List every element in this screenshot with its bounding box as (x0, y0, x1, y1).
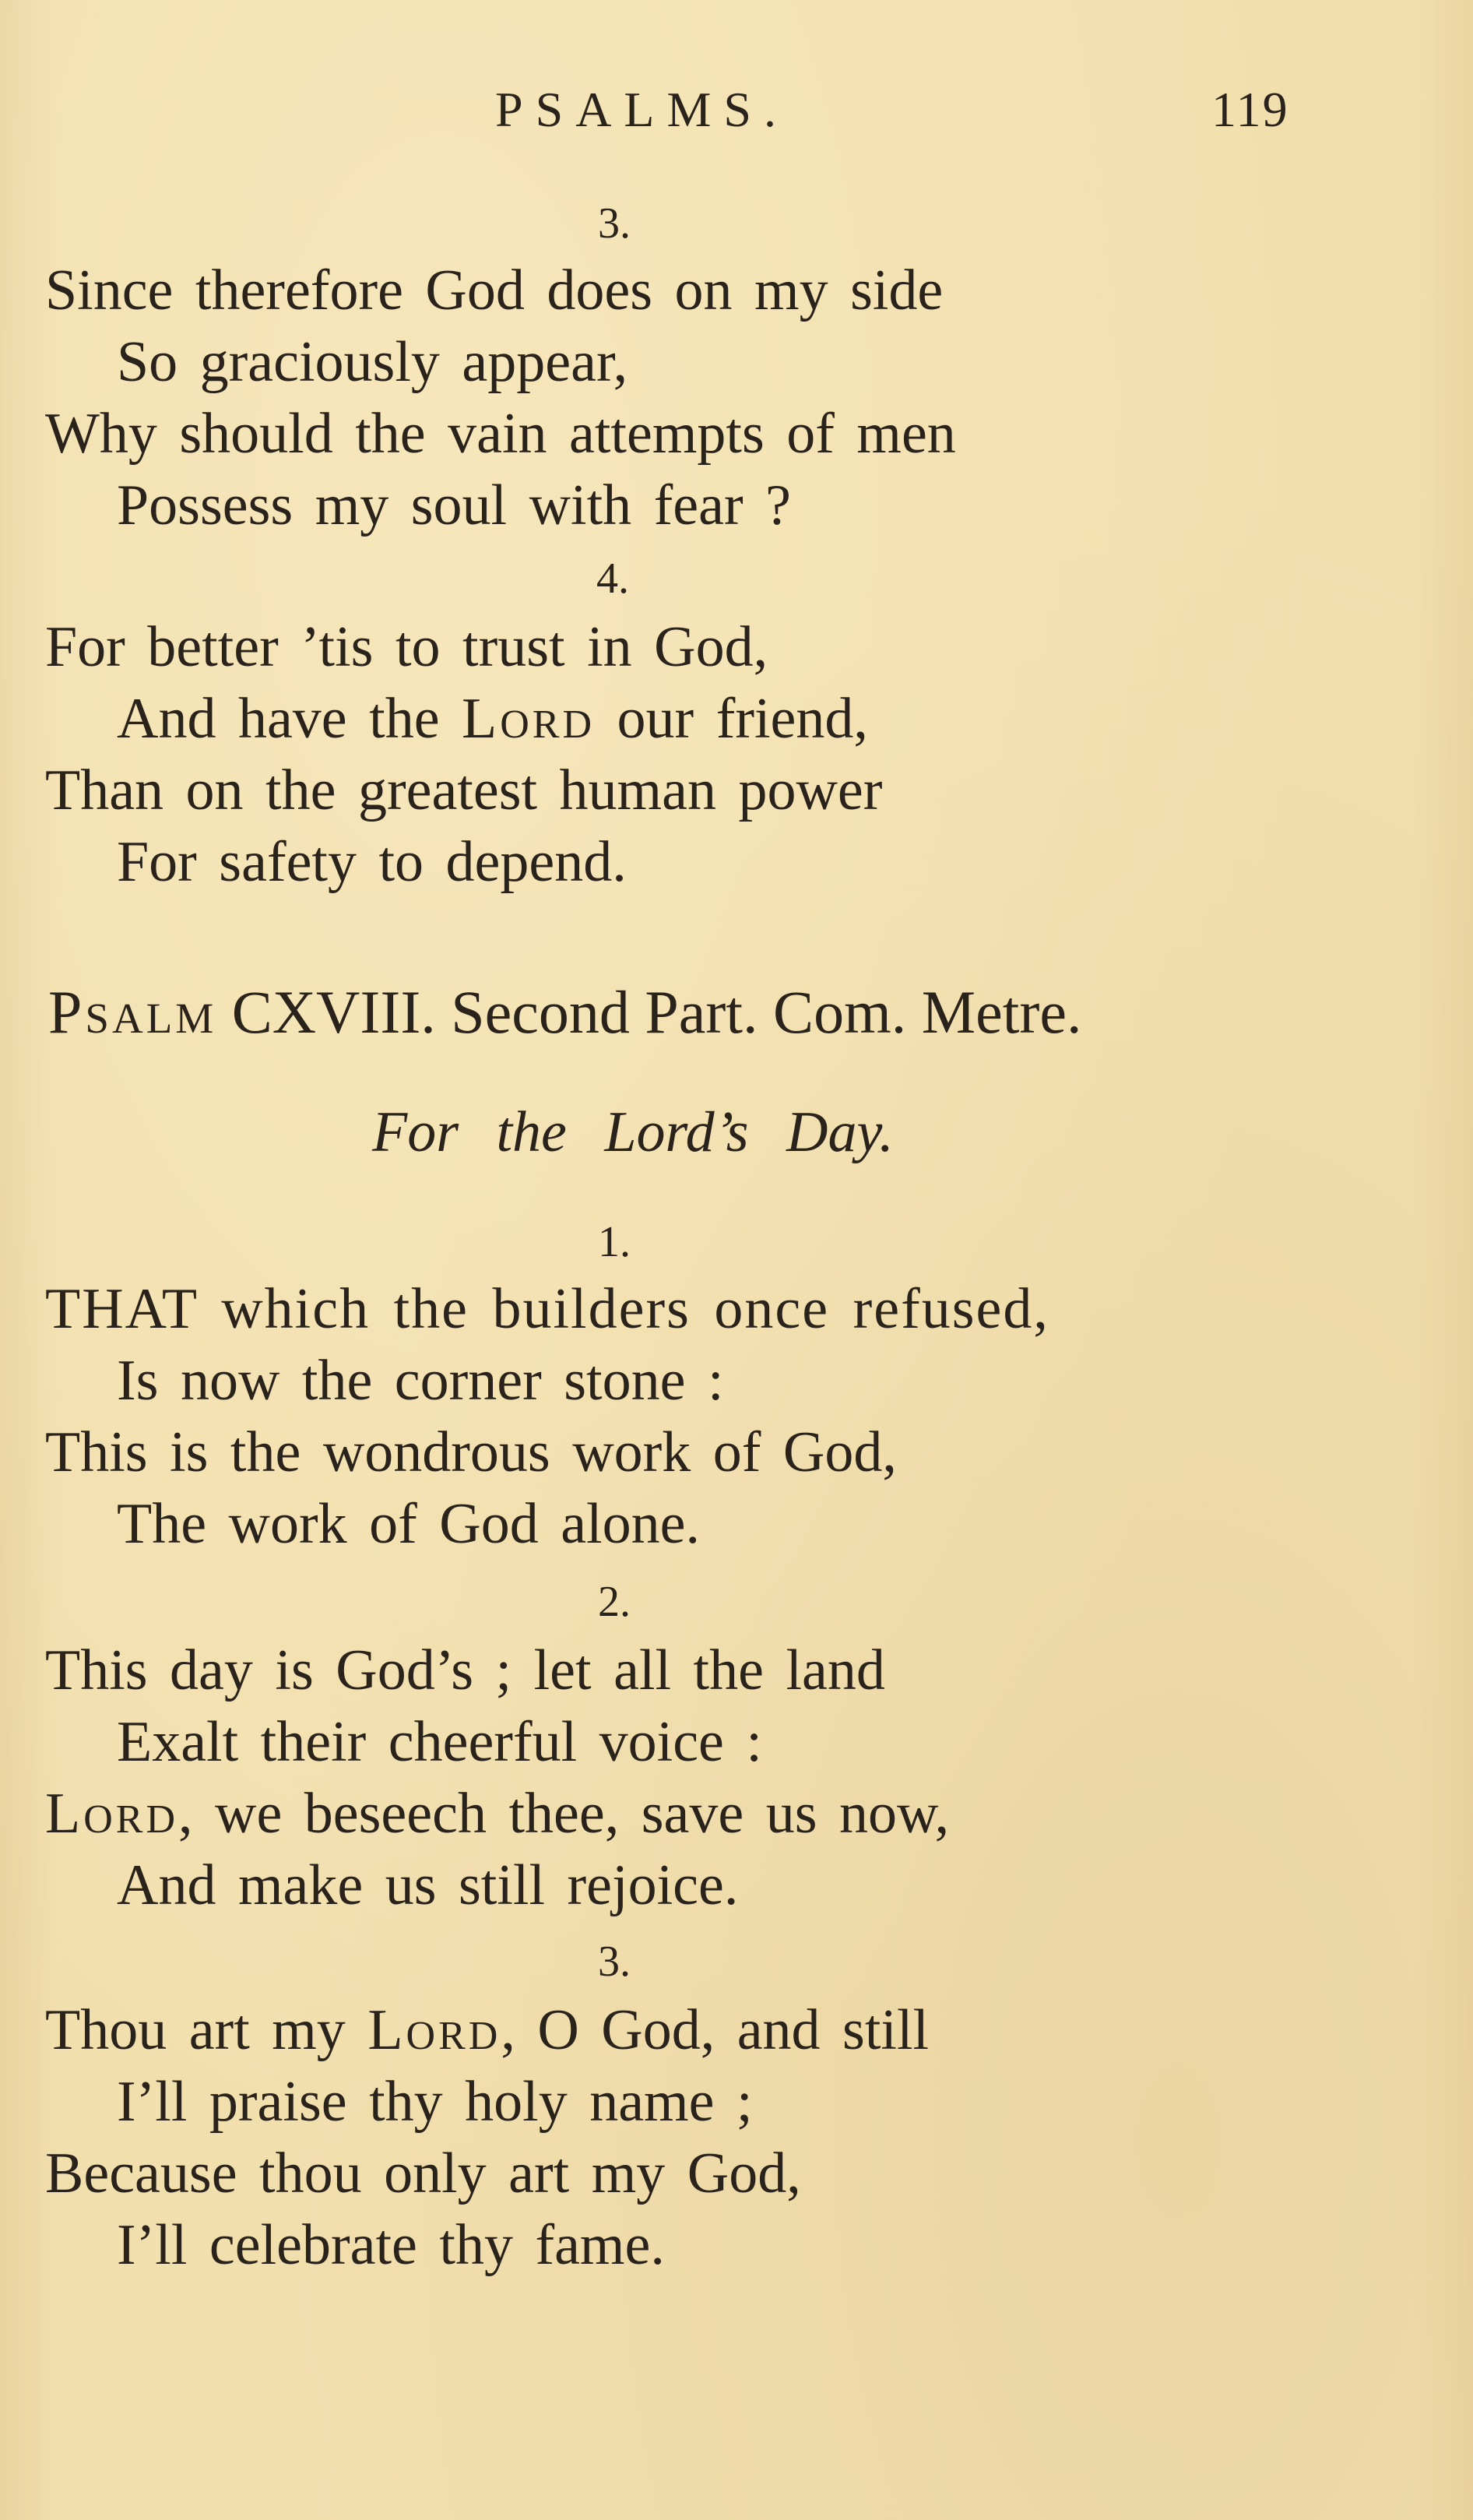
page-number: 119 (1211, 82, 1289, 137)
stanza-number: 3. (598, 199, 631, 248)
verse-line: For safety to depend. (117, 830, 627, 894)
verse-line: Is now the corner stone : (117, 1349, 724, 1413)
running-head (0, 75, 1473, 145)
psalm-heading (48, 973, 1082, 1051)
verse-text: our friend, (595, 687, 868, 751)
verse-line: I’ll praise thy holy name ; (117, 2070, 753, 2134)
running-title: PSALMS. (495, 82, 789, 137)
verse-line: Than on the greatest human power (45, 758, 883, 822)
stanza-number: 3. (598, 1938, 631, 1986)
stanza-number: 2. (598, 1578, 631, 1626)
verse-line: Exalt their cheerful voice : (117, 1710, 762, 1774)
psalm-heading-rest: CXVIII. Second Part. Com. Metre. (231, 978, 1082, 1046)
verse-line: Because thou only art my God, (45, 2142, 801, 2205)
verse-line: And make us still rejoice. (117, 1853, 739, 1917)
verse-line (45, 1995, 929, 2065)
verse-line: I’ll celebrate thy fame. (117, 2213, 665, 2277)
verse-text: Thou art my (45, 1998, 368, 2062)
verse-line (45, 1779, 949, 1849)
stanza-number: 4. (596, 554, 629, 603)
verse-line: So graciously appear, (117, 330, 628, 394)
verse-line: This is the wondrous work of God, (45, 1420, 897, 1484)
lord-small-caps: Lord (45, 1782, 178, 1846)
lord-small-caps: Lord (462, 687, 596, 751)
verse-line: Since therefore God does on my side (45, 259, 944, 322)
verse-text: , O God, and still (501, 1998, 930, 2062)
lord-small-caps: Lord (367, 1998, 501, 2062)
verse-text: And have the (117, 687, 462, 751)
psalm-heading-word: Psalm (48, 978, 217, 1046)
verse-text: , we beseech thee, save us now, (178, 1782, 950, 1846)
verse-line: Possess my soul with fear ? (117, 473, 791, 537)
verse-line: For better ’tis to trust in God, (45, 615, 768, 679)
verse-line (117, 684, 868, 754)
psalm-occasion: For the Lord’s Day. (372, 1100, 894, 1164)
verse-line: THAT which the builders once refused, (45, 1277, 1049, 1341)
verse-line: The work of God alone. (117, 1492, 700, 1556)
verse-line: This day is God’s ; let all the land (45, 1638, 885, 1702)
verse-line: Why should the vain attempts of men (45, 402, 956, 466)
stanza-number: 1. (598, 1218, 631, 1266)
